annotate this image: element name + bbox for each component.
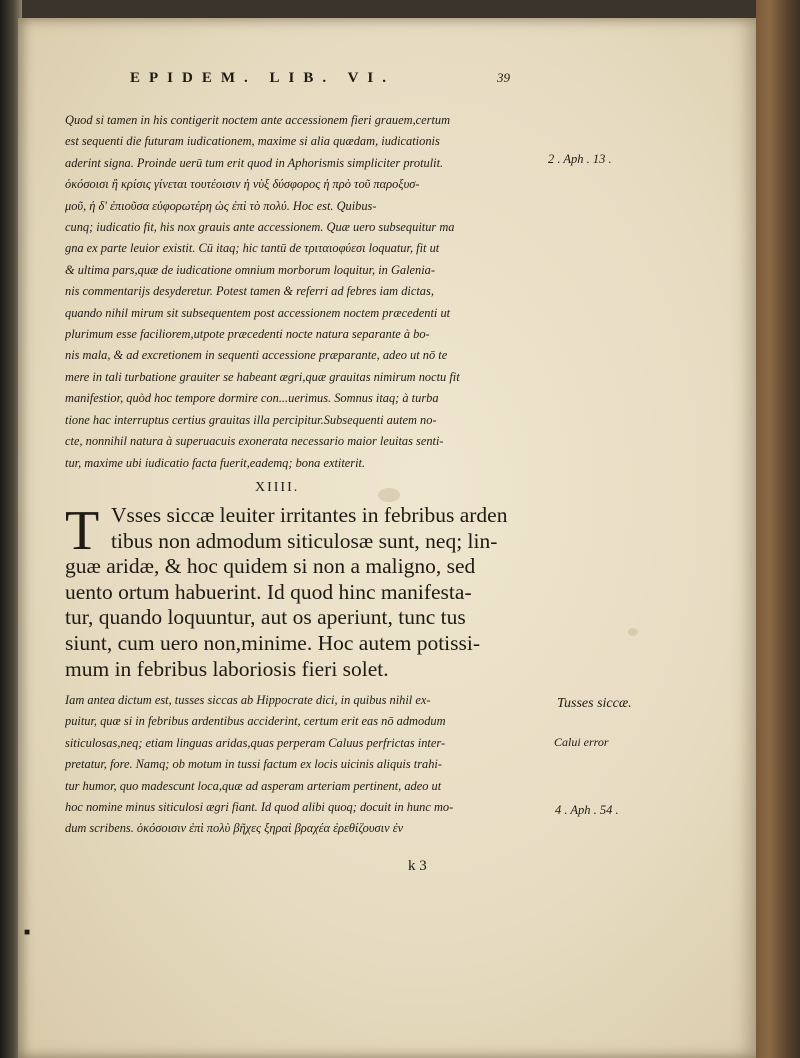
greek-text-line: μοῦ, ἡ δ' ἐπιοῦσα εὐφορωτέρη ὡς ἐπὶ τὸ πολύ. Hoc est. Quibus- bbox=[65, 198, 377, 213]
text-line: puitur, quæ si in febribus ardentibus acciderint, certum erit eas nō admodum bbox=[65, 714, 446, 729]
text-line: cte, nonnihil natura à superuacuis exonerata necessario maior leuitas senti- bbox=[65, 434, 444, 449]
aphorism-text bbox=[65, 500, 543, 682]
text-line: Vsses siccæ leuiter irritantes in febribus arden bbox=[111, 503, 508, 527]
text-line: cunq; iudicatio fit, his nox grauis ante accessionem. Quæ uero subsequitur ma bbox=[65, 220, 455, 235]
text-line: aderint signa. Proinde uerū tum erit quod in Aphorismis simpliciter protulit. bbox=[65, 155, 444, 170]
text-line: est sequenti die futuram iudicationem, maxime si alia quædam, iudicationis bbox=[65, 134, 440, 149]
text-line: mum in febribus laboriosis fieri solet. bbox=[65, 656, 389, 681]
text-line: gna ex parte leuior existit. Cū itaq; hic tantū de τριταιοφύεσι loquatur, fit ut bbox=[65, 241, 440, 256]
text-line: nis mala, & ad excretionem in sequenti accessione præparante, adeo ut nō te bbox=[65, 348, 448, 363]
text-line: tione hac interruptus certius grauitas illa percipitur.Subsequenti autem no- bbox=[65, 412, 437, 427]
text-line: Iam antea dictum est, tusses siccas ab Hippocrate dici, in quibus nihil ex- bbox=[65, 693, 431, 707]
text-line: manifestior, quòd hoc tempore dormire con...uerimus. Somnus itaq; à turba bbox=[65, 391, 439, 406]
text-line: quando nihil mirum sit subsequentem post accessionem noctem præcedenti ut bbox=[65, 305, 451, 320]
foxing-spot bbox=[628, 628, 638, 636]
text-line: plurimum esse faciliorem,utpote præcedenti nocte natura separante à bo- bbox=[65, 327, 430, 342]
running-head: EPIDEM. LIB. VI. bbox=[130, 70, 395, 86]
greek-text-line: dum scribens. ὁκόσοισιν ἐπὶ πολὺ βῆχες ξηραὶ βραχέα ἐρεθίζουσιν ἐν bbox=[65, 821, 404, 836]
margin-note-aphorism-ref: 2 . Aph . 13 . bbox=[548, 152, 612, 166]
text-line: siunt, cum uero non,minime. Hoc autem potissi- bbox=[65, 630, 481, 655]
margin-dot: ■ bbox=[24, 927, 31, 938]
book-cover-edge bbox=[756, 0, 800, 1058]
text-line: siticulosas,neq; etiam linguas aridas,quas perperam Caluus perfrictas inter- bbox=[65, 735, 446, 750]
text-line: hoc nomine minus siticulosi ægri fiant. Id quod alibi quoq; docuit in hunc mo- bbox=[65, 800, 454, 815]
commentary-paragraph-2 bbox=[65, 690, 543, 840]
signature-mark: k 3 bbox=[408, 858, 427, 874]
section-number: XIIII. bbox=[255, 480, 300, 495]
text-line: mere in tali turbatione grauiter se habeant ægri,quæ grauitas nimirum noctu fit bbox=[65, 369, 460, 384]
drop-cap: T bbox=[65, 500, 100, 562]
text-line: guæ aridæ, & hoc quidem si non a maligno, sed bbox=[65, 554, 476, 579]
greek-text-line: ὁκόσοισι ἢ κρίσις γίνεται τουτέοισιν ἡ νὺξ δύσφορος ἡ πρὸ τοῦ παροξυσ- bbox=[65, 177, 420, 192]
text-line: pretatur, fore. Namq; ob motum in tussi factum ex locis uicinis aliquis trahi- bbox=[65, 757, 442, 772]
commentary-paragraph-1 bbox=[65, 110, 543, 474]
margin-note-topic: Tusses siccæ. bbox=[557, 696, 632, 711]
margin-note-aphorism-ref-2: 4 . Aph . 54 . bbox=[555, 803, 619, 817]
text-line: tur, maxime ubi iudicatio facta fuerit,eademq; bona extiterit. bbox=[65, 455, 366, 470]
text-line: tibus non admodum siticulosæ sunt, neq; lin- bbox=[111, 528, 498, 553]
text-line: & ultima pars,quæ de iudicatione omnium morborum loquitur, in Galenia- bbox=[65, 262, 435, 277]
page-number: 39 bbox=[497, 70, 510, 85]
text-line: nis commentarijs desyderetur. Potest tamen & referri ad febres iam dictas, bbox=[65, 284, 434, 299]
text-line: Quod si tamen in his contigerit noctem ante accessionem fieri grauem,certum bbox=[65, 113, 451, 127]
text-line: tur, quando loquuntur, aut os aperiunt, tunc tus bbox=[65, 605, 466, 630]
margin-note-error: Calui error bbox=[554, 735, 609, 749]
text-line: tur humor, quo madescunt loca,quæ ad asperam arteriam pertinent, adeo ut bbox=[65, 778, 442, 793]
foxing-spot bbox=[378, 488, 400, 502]
text-line: uento ortum habuerint. Id quod hinc manifesta- bbox=[65, 579, 472, 604]
